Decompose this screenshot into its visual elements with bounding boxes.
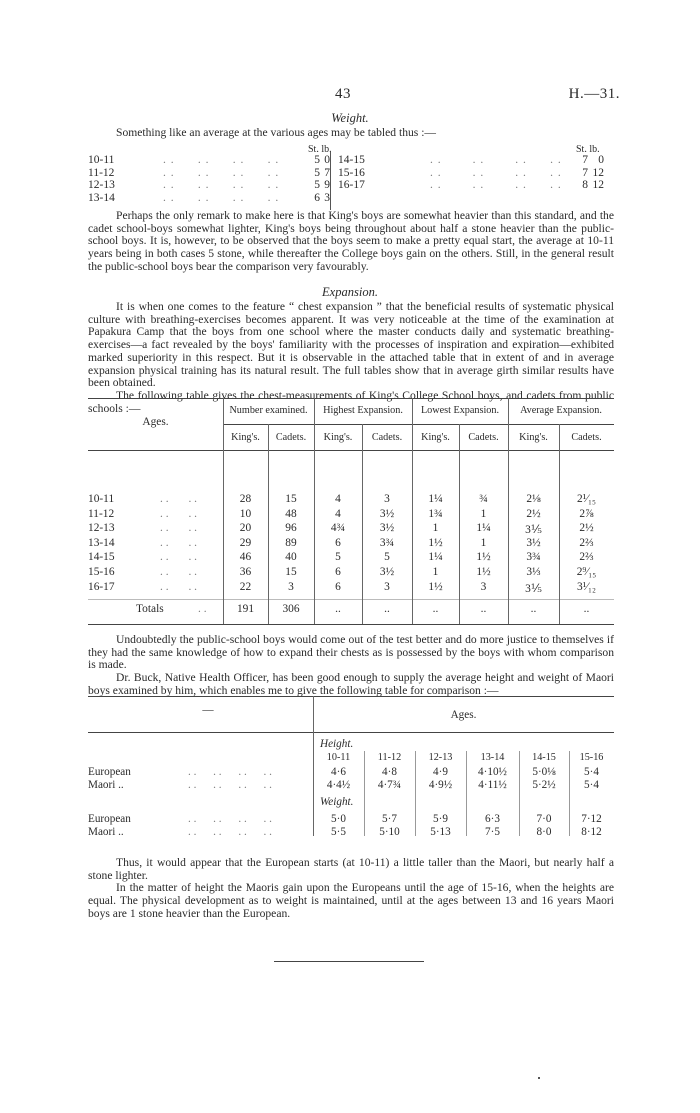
table-cell: 4·10½ xyxy=(478,766,507,778)
document-reference: H.—31. xyxy=(568,86,620,102)
table-cell: 5 xyxy=(384,551,390,564)
table-cell: ¾ xyxy=(479,493,488,505)
age-column-header: 15-16 xyxy=(579,752,604,763)
table-cell: 3 xyxy=(480,580,487,593)
row-age-label: 10-11 xyxy=(88,493,115,505)
table-cell: 15 xyxy=(285,566,297,578)
table-cell: 4·7¾ xyxy=(377,779,402,791)
conclusion-paragraph: Thus, it would appear that the European starts (at 10-11) a little taller than the Maori, but nearly half a stone lighter. In the matter of height the Maoris gain upon the Europeans until the age of 15-16, when the heights are equal. The physical development as to weight is maintained, until at the ages between 13 and 16 years Maori boys are 1 stone heavier than the European. xyxy=(88,856,614,920)
leader-dots: . . . . xyxy=(160,522,198,535)
totals-placeholder: .. xyxy=(384,603,390,615)
table-cell: 3½ xyxy=(379,522,395,535)
weight-row: 14-15 . . . . . . . . 7 0 xyxy=(338,154,604,166)
table-cell: 5·9 xyxy=(433,813,448,825)
table-cell: 2⁹⁄₁₅ xyxy=(576,566,597,578)
subheader: King's. xyxy=(421,432,450,443)
group-header-average: Average Expansion. xyxy=(520,405,602,416)
chest-measurement-table: Ages. Number examined. Highest Expansion. Lowest Expansion. Average Expansion. King's. Cadets. King's. Cadets. King's. Cadets. King's. Cadets. 10-11 . . . . 28 15 4 3 1¼ ¾ 2⅛ 2¹⁄₁₅ 11-12 . . . . 10 48 4 3½ 1¾ 1 2½ 2⅞ 12-13 . . . . 20 96 4¾ 3½ 1 1¼ 3⅕ 2½ 13-14 . . . . 29 89 6 3¾ 1½ 1 3½ 2⅔ 14-15 . . . . 46 40 5 5 1¼ 1½ 3¾ 2⅔ 15-16 . . . . 36 15 6 3½ 1 1½ 3⅓ 2⁹⁄₁₅ 16-17 . . . . 22 3 6 3 1½ 3 3⅕ 3¹⁄₁₂ Totals . . 191 306 .. .. .. .. .. .. xyxy=(88,398,614,624)
table-cell: 2⅞ xyxy=(579,507,594,520)
table-cell: 4·8 xyxy=(382,766,397,778)
subheader: Cadets. xyxy=(468,432,499,443)
height-subheading: Height. xyxy=(320,738,354,750)
table-cell: 2½ xyxy=(526,507,541,520)
totals-placeholder: .. xyxy=(335,603,341,615)
table-cell: 1 xyxy=(480,507,487,520)
subheader: Cadets. xyxy=(371,432,403,443)
expansion-heading: Expansion. xyxy=(322,285,378,299)
row-label: Maori .. xyxy=(88,779,124,791)
table-cell: 5·0 xyxy=(331,813,346,825)
table-cell: 3⅕ xyxy=(525,524,542,537)
totals-placeholder: .. xyxy=(480,603,487,615)
table-cell: 5·10 xyxy=(379,826,400,838)
table-cell: 4·4½ xyxy=(326,779,351,791)
row-label: Maori .. xyxy=(88,826,124,838)
table-cell: 48 xyxy=(285,507,297,520)
table-cell: 7·5 xyxy=(485,826,500,838)
weight-right-column xyxy=(338,154,614,192)
table-cell: 1 xyxy=(432,566,439,578)
table-cell: 1½ xyxy=(476,551,491,564)
table-cell: 2⅔ xyxy=(579,536,594,549)
table-cell: 5 xyxy=(335,551,341,564)
height-weight-table xyxy=(88,696,614,836)
table-cell: 2⅛ xyxy=(526,493,541,505)
table-cell: 2½ xyxy=(579,522,594,535)
column-divider xyxy=(330,152,331,210)
row-label: European xyxy=(88,813,131,825)
totals-placeholder: .. xyxy=(432,603,439,615)
table-cell: 2⅔ xyxy=(579,551,594,564)
expansion-paragraph: It is when one comes to the feature “ chest expansion ” that the beneficial results of systematic physical culture with breathing-exercises becomes apparent. It was very noticeable at the time of the examination at Papakura Camp that the boys from one school where the master conducts daily and systematic breathing-exercises—a fact revealed by the boys' familiarity with the processes of inspiration and expiration—exhibited marked superiority in this respect. But it is observable in the attached table that in extent of and in average expansion physical training has its natural result. The full tables show that in average girth similar results have been obtained. The following table gives the chest-measurements of King's College School boys, and cadets from public schools :— xyxy=(88,300,614,415)
table-cell: 36 xyxy=(239,566,252,578)
weight-subheading: Weight. xyxy=(320,796,354,808)
table-cell: 1¼ xyxy=(476,522,491,535)
totals-kings: 191 xyxy=(236,603,255,615)
table-cell: 4 xyxy=(335,493,341,505)
weight-left-column xyxy=(88,154,328,204)
group-header-highest: Highest Expansion. xyxy=(323,405,403,416)
table-cell: 7·12 xyxy=(581,813,602,825)
table-cell: 4¾ xyxy=(330,522,346,535)
table-cell: 15 xyxy=(285,493,297,505)
leader-dots: . . . . xyxy=(160,551,198,564)
age-column-header: 13-14 xyxy=(480,752,505,763)
closing-rule xyxy=(274,961,424,962)
table-cell: 1¼ xyxy=(428,493,443,505)
table-cell: 5·0⅛ xyxy=(532,766,556,778)
table-cell: 1¾ xyxy=(428,507,443,520)
table-cell: 4·6 xyxy=(331,766,346,778)
row-age-label: 15-16 xyxy=(88,566,115,578)
ages-header: Ages. xyxy=(450,709,477,721)
corner-dash: — xyxy=(202,704,214,716)
row-label: European xyxy=(88,766,131,778)
ages-header: Ages. xyxy=(142,416,169,428)
row-age-label: 14-15 xyxy=(88,551,115,564)
table-cell: 22 xyxy=(239,580,252,593)
weight-heading: Weight. xyxy=(331,111,369,125)
table-cell: 40 xyxy=(285,551,297,564)
leader-dots: . . . . . . . . xyxy=(188,779,272,791)
leader-dots: . . . . . . . . xyxy=(188,766,272,778)
table-cell: 10 xyxy=(239,507,252,520)
leader-dots: . . . . xyxy=(160,493,198,505)
table-cell: 1½ xyxy=(428,580,443,593)
leader-dots: . . . . . . . . xyxy=(188,813,272,825)
weight-row: 15-16 . . . . . . . . 7 12 xyxy=(338,166,604,179)
table-cell: 3¹⁄₁₂ xyxy=(577,580,596,593)
table-cell: 29 xyxy=(239,536,252,549)
table-cell: 1 xyxy=(432,522,439,535)
weight-row: 16-17 . . . . . . . . 8 12 xyxy=(338,179,604,192)
table-cell: 8·12 xyxy=(581,826,602,838)
table-cell: 3⅓ xyxy=(526,566,541,578)
row-age-label: 13-14 xyxy=(88,536,115,549)
table-cell: 3 xyxy=(384,580,390,593)
table-cell: 3¾ xyxy=(526,551,541,564)
subheader: King's. xyxy=(231,432,260,443)
leader-dots: . . . . . . . . xyxy=(188,826,272,838)
age-column-header: 11-12 xyxy=(377,752,402,763)
weight-row: 11-12 . . . . . . . . 5 7 xyxy=(88,166,330,179)
leader-dots: . . . . xyxy=(160,536,198,549)
row-age-label: 16-17 xyxy=(88,580,115,593)
subheader: King's. xyxy=(323,432,353,443)
age-column-header: 12-13 xyxy=(428,752,453,763)
row-age-label: 11-12 xyxy=(88,507,115,520)
weight-row: 13-14 . . . . . . . . 6 3 xyxy=(88,191,330,204)
table-cell: 3⅕ xyxy=(525,582,542,595)
weight-row: 10-11 . . . . . . . . 5 0 xyxy=(88,154,330,166)
unit-header-left: St. lb. xyxy=(308,144,332,155)
table-cell: 5·13 xyxy=(430,826,451,838)
table-cell: 5·2½ xyxy=(532,779,556,791)
subheader: Cadets. xyxy=(275,432,307,443)
table-cell: 6 xyxy=(335,580,341,593)
comparison-paragraph: Undoubtedly the public-school boys would come out of the test better and do more justice to themselves if they had the same knowledge of how to expand their chests as is possessed by the boys with whom comparison is made. Dr. Buck, Native Health Officer, has been good enough to supply the average height and weight of Maori boys examined by him, which enables me to give the following table for comparison :— xyxy=(88,633,614,697)
subheader: King's. xyxy=(519,432,548,443)
table-cell: 4·9½ xyxy=(428,779,453,791)
weight-row: 12-13 . . . . . . . . 5 9 xyxy=(88,179,330,192)
table-cell: 6·3 xyxy=(485,813,500,825)
unit-header-right: St. lb. xyxy=(576,144,600,155)
subheader: Cadets. xyxy=(571,432,602,443)
table-cell: 1½ xyxy=(428,536,443,549)
table-cell: 3½ xyxy=(379,507,395,520)
table-cell: 5·4 xyxy=(584,779,599,791)
weight-intro: Something like an average at the various ages may be tabled thus :— xyxy=(116,126,437,139)
table-cell: 28 xyxy=(239,493,252,505)
table-cell: 3½ xyxy=(379,566,395,578)
table-cell: 5·4 xyxy=(584,766,599,778)
totals-cadets: 306 xyxy=(282,603,300,615)
totals-label: Totals xyxy=(136,603,164,615)
table-cell: 4·11½ xyxy=(478,779,507,791)
table-cell: 3 xyxy=(384,493,390,505)
table-cell: 2¹⁄₁₅ xyxy=(577,493,596,505)
group-header-number: Number examined. xyxy=(229,405,308,416)
table-cell: 20 xyxy=(239,522,252,535)
table-cell: 96 xyxy=(285,522,297,535)
table-cell: 3½ xyxy=(526,536,541,549)
age-column-header: 10-11 xyxy=(326,752,351,763)
totals-placeholder: .. xyxy=(530,603,537,615)
age-column-header: 14-15 xyxy=(532,752,556,763)
table-cell: 3 xyxy=(288,580,294,593)
leader-dots: . . . . xyxy=(160,566,198,578)
table-cell: 46 xyxy=(239,551,252,564)
page-number: 43 xyxy=(335,86,351,102)
table-cell: 4·9 xyxy=(433,766,448,778)
table-cell: 5·5 xyxy=(331,826,346,838)
stray-mark xyxy=(538,1077,540,1079)
table-cell: 1½ xyxy=(476,566,491,578)
table-cell: 6 xyxy=(335,566,341,578)
leader-dots: . . . . xyxy=(160,507,198,520)
table-cell: 89 xyxy=(285,536,297,549)
table-cell: 7·0 xyxy=(536,813,552,825)
table-cell: 8·0 xyxy=(536,826,552,838)
table-cell: 1¼ xyxy=(428,551,443,564)
table-cell: 5·7 xyxy=(382,813,397,825)
table-cell: 1 xyxy=(480,536,487,549)
table-cell: 4 xyxy=(335,507,341,520)
table-cell: 6 xyxy=(335,536,341,549)
row-age-label: 12-13 xyxy=(88,522,115,535)
table-cell: 3¾ xyxy=(379,536,395,549)
leader-dots: . . . . xyxy=(160,580,198,593)
group-header-lowest: Lowest Expansion. xyxy=(420,405,500,416)
weight-paragraph: Perhaps the only remark to make here is that King's boys are somewhat heavier than this standard, and the cadet school-boys somewhat lighter, King's boys being throughout about half a stone heavier than the public-school boys. It is, however, to be observed that the boys seem to make a pretty equal start, the average at 10-11 years being in both cases 5 stone, while thereafter the College boys gain on the others. Still, in the general result the public-school boys bear the comparison very favourably. xyxy=(88,209,614,273)
totals-placeholder: .. xyxy=(583,603,590,615)
